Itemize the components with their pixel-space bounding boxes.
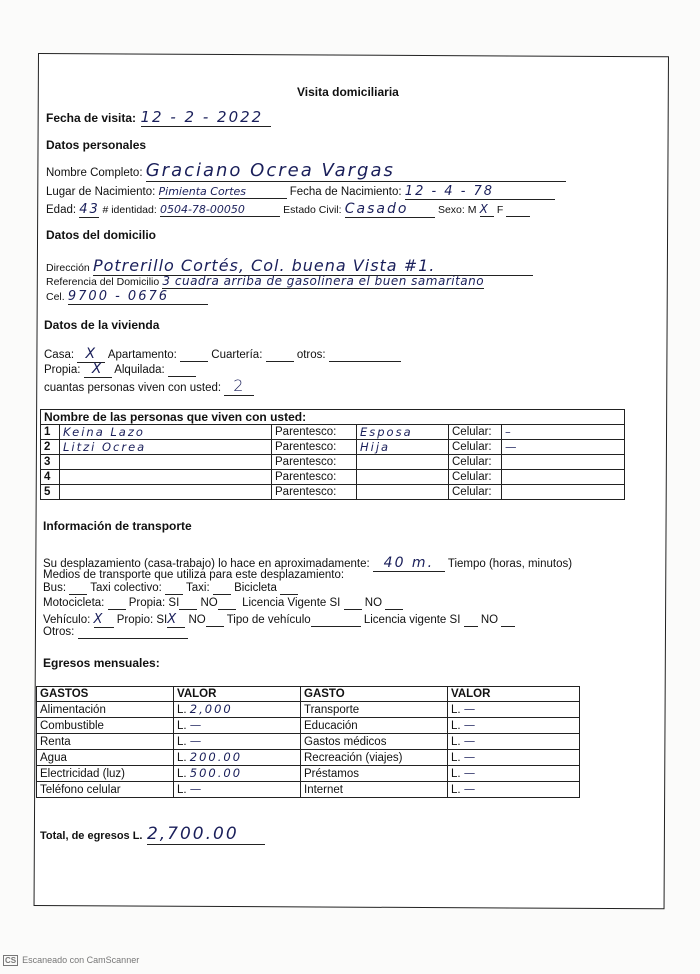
cel-value: 9700 - 0676	[68, 289, 208, 305]
expenses-heading: Egresos mensuales:	[43, 656, 160, 670]
birthdate-value: 12 - 4 - 78	[405, 184, 555, 200]
propio-label: Propio: SI	[116, 614, 168, 626]
propia-mark: X	[84, 361, 112, 378]
propia-label: Propia:	[44, 364, 81, 376]
licencia-no-label: NO	[480, 614, 499, 626]
table-row	[37, 750, 580, 766]
currency-label: L.	[177, 720, 187, 732]
otros-label: otros:	[296, 349, 326, 361]
resident-cel: –	[502, 425, 625, 440]
currency-label: L.	[451, 768, 461, 780]
row-number: 3	[41, 455, 60, 470]
civil-value: Casado	[345, 201, 435, 218]
table-row	[41, 425, 625, 440]
expense-value: —	[189, 718, 204, 732]
expense-name: Teléfono celular	[37, 782, 174, 798]
table-row	[41, 440, 625, 455]
transport-heading: Información de transporte	[43, 519, 192, 533]
reference-row	[46, 274, 484, 288]
domicile-heading: Datos del domicilio	[46, 228, 157, 242]
personal-heading: Datos personales	[46, 138, 147, 152]
means-line-1	[43, 582, 298, 595]
currency-label: L.	[451, 720, 461, 732]
header-gastos: GASTOS	[37, 687, 174, 702]
moto-propia-label: Propia: SI	[128, 597, 180, 609]
taxi-colectivo-label: Taxi colectivo:	[90, 582, 162, 594]
casa-label: Casa:	[44, 349, 75, 361]
resident-cel	[502, 485, 625, 500]
housing-heading: Datos de la vivienda	[44, 318, 160, 332]
moto-licencia-label: Licencia Vigente SI	[242, 597, 341, 609]
address-value: Potrerillo Cortés, Col. buena Vista #1.	[93, 256, 533, 276]
header-valor-2: VALOR	[448, 687, 580, 702]
birthplace-label: Lugar de Nacimiento:	[46, 186, 156, 198]
row-number: 2	[41, 440, 60, 455]
header-gasto: GASTO	[301, 687, 448, 702]
moto-licencia-no-label: NO	[364, 597, 383, 609]
row-number: 4	[41, 470, 60, 485]
row-number: 1	[41, 425, 60, 440]
resident-name	[60, 485, 272, 500]
camscanner-logo-icon: CS	[5, 956, 17, 965]
resident-name	[60, 455, 272, 470]
expense-name: Préstamos	[301, 766, 448, 782]
celular-label: Celular:	[449, 470, 502, 485]
table-row	[37, 782, 580, 798]
total-value: 2,700.00	[147, 824, 265, 845]
reference-label: Referencia del Domicilio	[46, 276, 160, 288]
currency-label: L.	[451, 736, 461, 748]
celular-label: Celular:	[449, 455, 502, 470]
expense-value: 200.00	[189, 750, 243, 764]
total-label: Total, de egresos L.	[40, 830, 143, 842]
expense-name: Renta	[37, 734, 174, 750]
age-label: Edad:	[46, 204, 77, 216]
celular-label: Celular:	[449, 485, 502, 500]
expense-value: —	[463, 750, 478, 764]
expense-value: —	[189, 734, 204, 748]
resident-name: Keina Lazo	[60, 425, 272, 440]
table-row	[41, 485, 625, 500]
sex-f-label: F	[496, 204, 504, 216]
resident-relation	[357, 455, 449, 470]
licencia-vigente-label: Licencia vigente SI	[363, 614, 461, 626]
name-row	[46, 160, 566, 182]
table-row	[37, 702, 580, 718]
table-row	[37, 766, 580, 782]
moto-no-label: NO	[200, 597, 218, 609]
means-label: Medios de transporte que utiliza para este desplazamiento:	[43, 569, 345, 581]
commute-value: 40 m.	[373, 555, 445, 572]
propio-mark: X	[167, 612, 185, 628]
expense-value: —	[463, 782, 478, 796]
visit-date-row	[46, 108, 271, 127]
age-value: 43	[79, 202, 100, 217]
expense-name: Educación	[301, 718, 448, 734]
cel-row	[46, 289, 208, 305]
expense-value: 500.00	[189, 766, 243, 780]
tipo-vehiculo-label: Tipo de vehículo	[226, 614, 311, 626]
expenses-table	[36, 686, 580, 798]
cuarteria-label: Cuartería:	[211, 349, 263, 361]
currency-label: L.	[451, 784, 461, 796]
birthdate-label: Fecha de Nacimiento:	[289, 186, 402, 198]
id-row	[46, 201, 530, 218]
bus-label: Bus:	[43, 582, 67, 594]
expense-name: Gastos médicos	[301, 734, 448, 750]
sex-label: Sexo: M	[437, 204, 477, 216]
parentesco-label: Parentesco:	[272, 470, 357, 485]
document-title: Visita domiciliaria	[297, 85, 399, 99]
visit-date-value: 12 - 2 - 2022	[141, 108, 271, 127]
resident-relation	[357, 470, 449, 485]
count-value: 2	[224, 376, 254, 396]
residents-table	[40, 409, 625, 500]
expense-name: Recreación (viajes)	[301, 750, 448, 766]
expense-value: 2,000	[189, 702, 233, 716]
row-number: 5	[41, 485, 60, 500]
id-value: 0504-78-00050	[160, 203, 280, 217]
name-value: Graciano Ocrea Vargas	[146, 160, 566, 182]
casa-mark: X	[77, 346, 105, 363]
expense-value: —	[463, 766, 478, 780]
resident-relation: Esposa	[357, 425, 449, 440]
celular-label: Celular:	[449, 425, 502, 440]
currency-label: L.	[451, 704, 461, 716]
table-row	[41, 470, 625, 485]
total-row	[40, 824, 265, 845]
currency-label: L.	[177, 736, 187, 748]
currency-label: L.	[177, 784, 187, 796]
resident-cel	[502, 455, 625, 470]
expense-name: Agua	[37, 750, 174, 766]
parentesco-label: Parentesco:	[272, 425, 357, 440]
transport-otros-label: Otros:	[43, 626, 75, 638]
count-label: cuantas personas viven con usted:	[44, 382, 222, 394]
birthplace-value: Pimienta Cortes	[159, 185, 287, 199]
expense-value: —	[189, 782, 204, 796]
table-row	[41, 455, 625, 470]
address-row	[46, 256, 533, 276]
birth-row	[46, 184, 555, 200]
bicicleta-label: Bicicleta	[234, 582, 277, 594]
currency-label: L.	[177, 752, 187, 764]
parentesco-label: Parentesco:	[272, 440, 357, 455]
alquilada-label: Alquilada:	[114, 364, 165, 376]
name-label: Nombre Completo:	[46, 167, 143, 179]
reference-value: 3 cuadra arriba de gasolinera el buen samaritano	[162, 274, 485, 288]
sex-m-mark: X	[480, 202, 494, 217]
table-row	[37, 718, 580, 734]
vehicle-label: Vehículo:	[43, 614, 91, 626]
resident-relation	[357, 485, 449, 500]
resident-cel	[502, 470, 625, 485]
celular-label: Celular:	[449, 440, 502, 455]
address-label: Dirección	[46, 262, 90, 274]
expense-name: Alimentación	[37, 702, 174, 718]
otros-row	[43, 626, 188, 639]
watermark-text: Escaneado con CamScanner	[22, 955, 140, 965]
cel-label: Cel.	[46, 291, 65, 303]
currency-label: L.	[177, 768, 187, 780]
expense-name: Combustible	[37, 718, 174, 734]
means-line-2	[43, 597, 403, 610]
commute-unit: Tiempo (horas, minutos)	[447, 558, 573, 570]
parentesco-label: Parentesco:	[272, 485, 357, 500]
taxi-label: Taxi:	[186, 582, 210, 594]
resident-relation: Hija	[357, 440, 449, 455]
expense-name: Electricidad (luz)	[37, 766, 174, 782]
id-label: # identidad:	[102, 204, 157, 216]
motocicleta-label: Motocicleta:	[43, 597, 105, 609]
civil-label: Estado Civil:	[283, 204, 342, 216]
household-count-row	[44, 376, 254, 396]
propio-no-label: NO	[188, 614, 206, 626]
expense-value: —	[463, 702, 478, 716]
resident-cel: —	[502, 440, 625, 455]
expense-value: —	[463, 718, 478, 732]
currency-label: L.	[177, 704, 187, 716]
expense-name: Internet	[301, 782, 448, 798]
scanner-watermark	[3, 955, 139, 966]
commute-label: Su desplazamiento (casa-trabajo) lo hace en aproximadamente:	[43, 558, 370, 570]
expense-name: Transporte	[301, 702, 448, 718]
vehicle-mark: X	[94, 612, 114, 628]
resident-name: Litzi Ocrea	[60, 440, 272, 455]
parentesco-label: Parentesco:	[272, 455, 357, 470]
currency-label: L.	[451, 752, 461, 764]
residents-header: Nombre de las personas que viven con usted:	[41, 410, 625, 425]
expense-value: —	[463, 734, 478, 748]
apartamento-label: Apartamento:	[107, 349, 177, 361]
table-row	[37, 734, 580, 750]
visit-date-label: Fecha de visita:	[46, 111, 137, 125]
header-valor: VALOR	[174, 687, 301, 702]
resident-name	[60, 470, 272, 485]
